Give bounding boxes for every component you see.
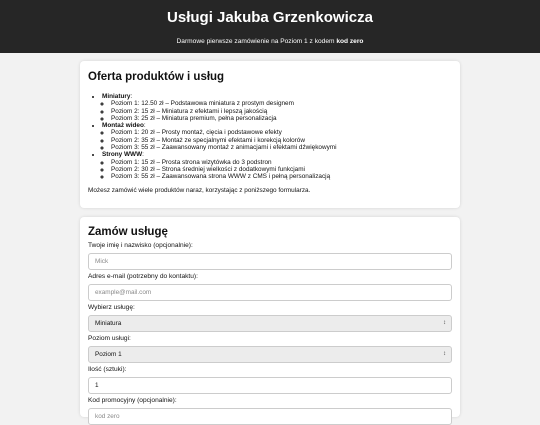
offer-card [80, 61, 460, 208]
list-item: ◦ Poziom 1: 12.50 zł – Podstawowa miniatura z prostym designem [111, 100, 452, 107]
quantity-label: Ilość (sztuki): [88, 366, 127, 373]
category-thumbnails [102, 93, 452, 122]
list-item: ◦ Poziom 2: 30 zł – Strona średniej wielkości z dodatkowymi funkcjami [111, 166, 452, 173]
list-item: ◦ Poziom 3: 55 zł – Zaawansowany montaż z animacjami i efektami dźwiękowymi [111, 144, 452, 151]
offer-title: Oferta produktów i usług [88, 71, 225, 83]
list-item: ◦ Poziom 3: 25 zł – Miniatura premium, pełna personalizacja [111, 115, 452, 122]
list-item: ◦ Poziom 2: 35 zł – Montaż ze specjalnymi efektami i korekcją kolorów [111, 137, 452, 144]
service-select-value: Miniatura [95, 320, 122, 327]
quantity-input[interactable]: 1 [88, 377, 452, 394]
category-suffix: : [143, 122, 146, 130]
offer-note: Możesz zamówić wiele produktów naraz, korzystając z poniższego formularza. [88, 186, 311, 194]
category-suffix: : [142, 151, 144, 159]
list-item: ◦ Poziom 3: 55 zł – Zaawansowana strona WWW z CMS i pełną personalizacją [111, 173, 452, 180]
chevron-updown-icon: ↕ [443, 320, 446, 326]
list-item: ◦ Poziom 2: 15 zł – Miniatura z efektami i lepszą jakością [111, 108, 452, 115]
category-websites [102, 151, 452, 180]
promo-banner [0, 38, 540, 45]
promo-code-input[interactable]: kod zero [88, 408, 452, 425]
category-items [102, 159, 452, 181]
category-name: Strony WWW [102, 151, 143, 159]
level-label: Poziom usługi: [88, 335, 131, 342]
offer-list [88, 93, 452, 181]
level-select-value: Poziom 1 [95, 351, 122, 358]
page-header [0, 0, 540, 53]
list-item: ◦ Poziom 1: 15 zł – Prosta strona wizytówka do 3 podstron [111, 159, 452, 166]
category-name: Miniatury [102, 93, 131, 100]
promo-code: kod zero [336, 38, 364, 45]
category-name: Montaż wideo [102, 122, 144, 130]
service-select[interactable] [88, 315, 452, 332]
category-items [102, 129, 452, 151]
category-video-editing [102, 122, 452, 151]
form-title: Zamów usługę [88, 226, 168, 238]
category-suffix: : [130, 93, 133, 100]
level-select[interactable] [88, 346, 452, 363]
name-input[interactable]: Mick [88, 253, 452, 270]
email-label: Adres e-mail (potrzebny do kontaktu): [88, 273, 198, 280]
category-items [102, 100, 452, 122]
order-form-card [80, 217, 460, 420]
email-input[interactable]: example@mail.com [88, 284, 452, 301]
page-title: Usługi Jakuba Grzenkowicza [167, 9, 373, 26]
promo-text: Darmowe pierwsze zamówienie na Poziom 1 z kodem [176, 38, 335, 45]
service-label: Wybierz usługę: [88, 304, 135, 311]
name-label: Twoje imię i nazwisko (opcjonalnie): [88, 242, 193, 249]
promo-code-label: Kod promocyjny (opcjonalnie): [88, 397, 177, 404]
list-item: ◦ Poziom 1: 20 zł – Prosty montaż, cięcia i podstawowe efekty [111, 129, 452, 136]
chevron-updown-icon: ↕ [443, 351, 446, 357]
